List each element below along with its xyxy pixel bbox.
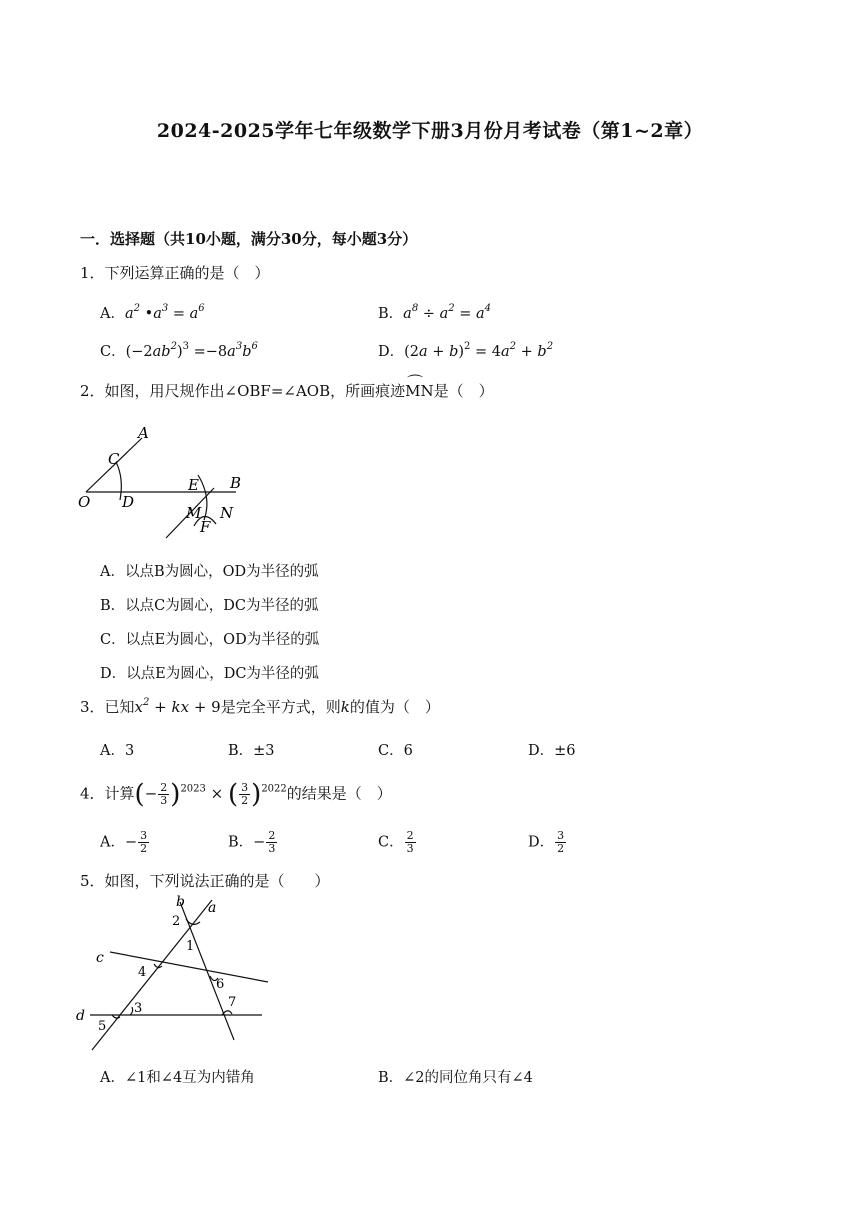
label-c: C [108,450,120,468]
angle-1-label: 1 [186,939,195,954]
question-5-figure [72,892,272,1057]
question-4-option-d[interactable]: D． $\frac{3}{2}$ [528,829,565,855]
question-3-option-a[interactable]: A．3 [100,743,135,759]
label-n: N [220,504,234,522]
question-4-option-c[interactable]: C． $\frac{2}{3}$ [378,829,414,855]
question-1-option-a[interactable]: A．$a^2$ $•a^3 = a^6$ [100,303,205,322]
section-heading: 一．选择题（共10小题，满分30分，每小题3分） [80,230,418,248]
angle-2-label: 2 [172,914,181,929]
label-a: A [138,424,149,442]
question-1-stem: 1．下列运算正确的是（ ） [80,264,270,282]
label-b: B [230,474,242,492]
label-o: O [78,493,91,511]
question-1-option-b[interactable]: B．$a^8 \div a^2 = a^4$ [378,303,491,322]
label-e: E [188,476,199,494]
page-title: 2024-2025学年七年级数学下册3月份月考试卷（第1~2章） [156,120,704,142]
question-3-option-d[interactable]: D．±6 [528,743,576,759]
question-4-option-b[interactable]: B．− $\frac{2}{3}$ [228,829,276,855]
question-5-option-b[interactable]: B．∠2的同位角只有∠4 [378,1070,533,1086]
question-2-option-b[interactable]: B．以点C为圆心，DC为半径的弧 [100,598,319,614]
question-2-option-a[interactable]: A．以点B为圆心，OD为半径的弧 [100,564,319,580]
question-2-option-c[interactable]: C．以点E为圆心，OD为半径的弧 [100,632,320,648]
angle-4-label: 4 [138,965,147,980]
question-3-option-c[interactable]: C．6 [378,743,413,759]
label-m: M [186,504,202,522]
label-b: b [176,894,185,910]
question-4-stem: 4．计算(− $\frac{2}{3}$ )$^{2023}$ × ( $\frac{3}{2}$ )$^{2022}$的结果是（ ） [80,779,392,810]
question-3-stem: 3．已知$x^2$ + kx + 9是完全平方式，则k的值为（ ） [80,697,440,716]
label-d: D [122,493,135,511]
question-4-option-a[interactable]: A．− $\frac{3}{2}$ [100,829,148,855]
label-a: a [208,900,217,916]
question-2-option-d[interactable]: D．以点E为圆心，DC为半径的弧 [100,666,319,682]
angle-7-label: 7 [228,995,237,1010]
question-3-option-b[interactable]: B．±3 [228,743,275,759]
question-1-option-d[interactable]: D．$(2a + b)^2 = 4a^2 + b^2$ [378,341,554,360]
label-d: d [76,1008,85,1024]
question-2-stem: 2．如图，用尺规作出∠OBF=∠AOB，所画痕迹⌒ MN是（ ） [80,380,494,401]
label-f: F [200,518,211,536]
arc-mn-label: ⌒ MN [405,382,433,400]
label-c: c [96,950,104,966]
angle-3-label: 3 [134,1001,143,1016]
question-2-figure [70,420,260,545]
question-1-option-c[interactable]: C．$(-2ab^2)^3 =-8a^3b^6$ [100,341,258,360]
question-5-option-a[interactable]: A．∠1和∠4互为内错角 [100,1070,255,1086]
question-5-stem: 5．如图，下列说法正确的是（ ） [80,872,330,890]
angle-5-label: 5 [98,1019,107,1034]
angle-6-label: 6 [216,977,225,992]
